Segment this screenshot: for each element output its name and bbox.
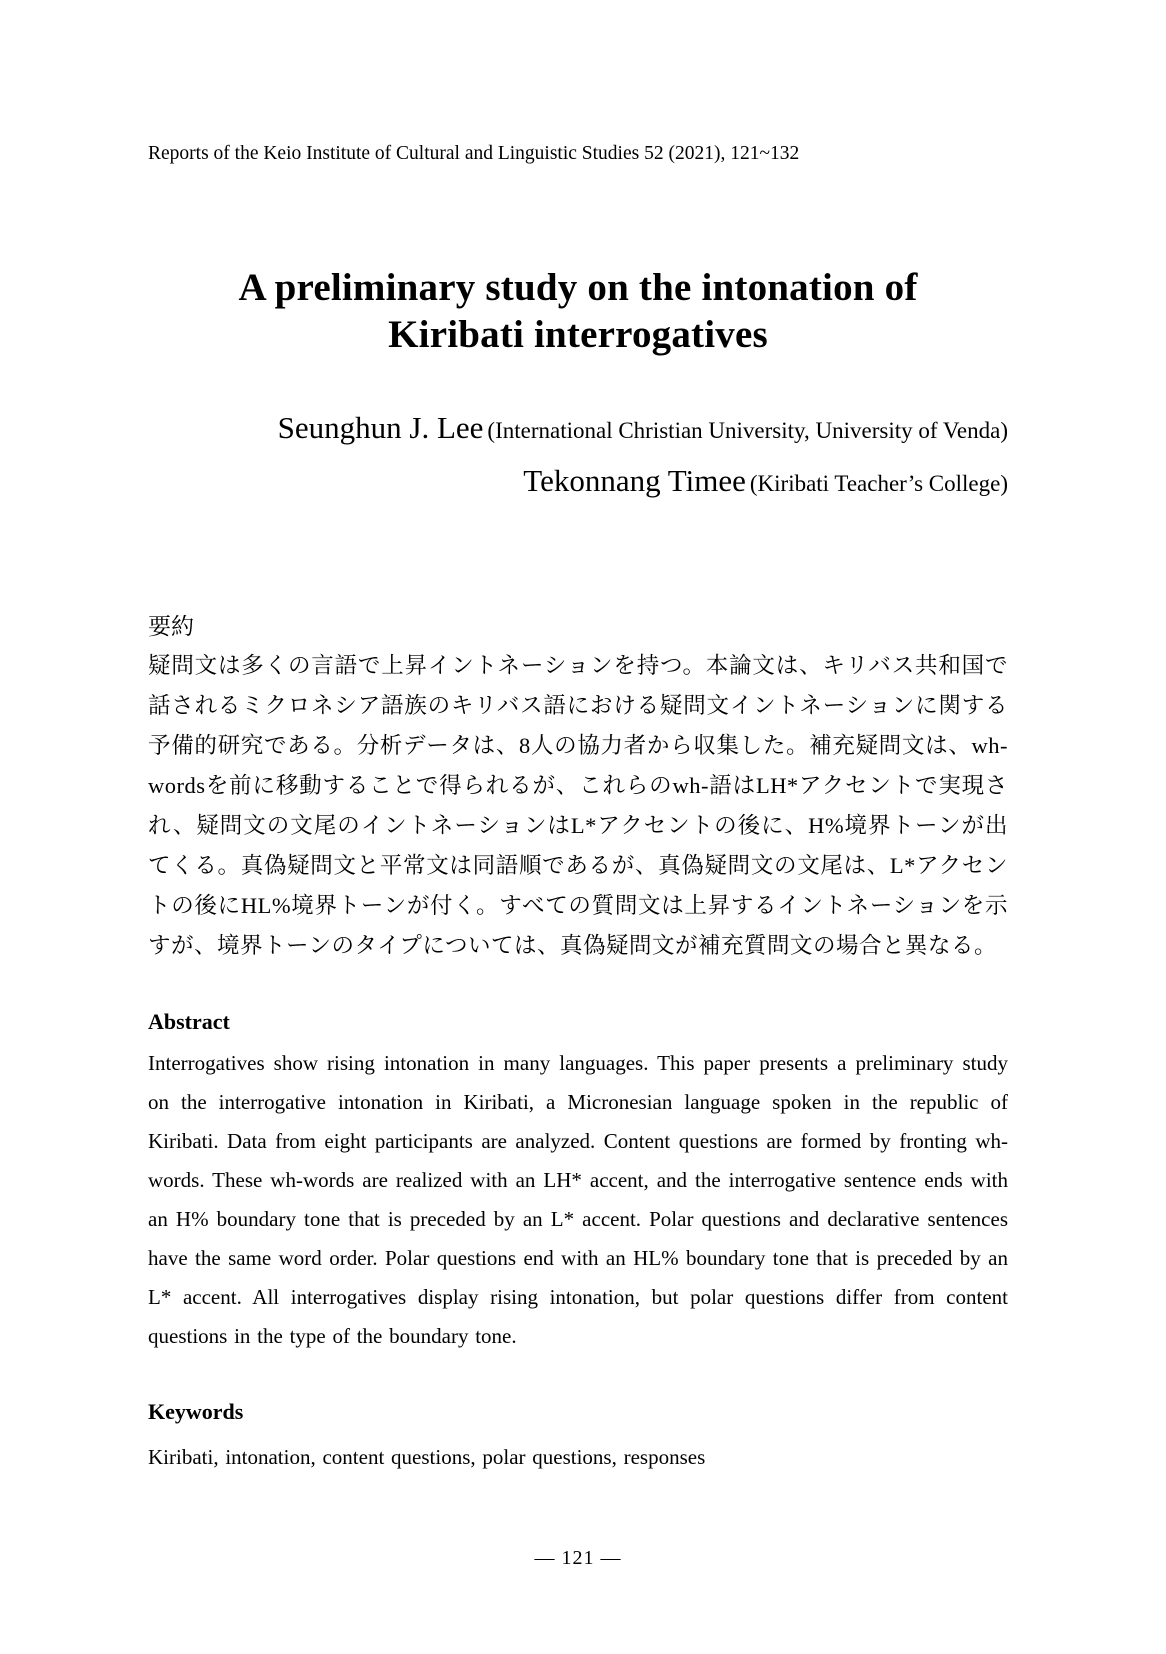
japanese-abstract-body: 疑問文は多くの言語で上昇イントネーションを持つ。本論文は、キリバス共和国で話されるミクロネシア語族のキリバス語における疑問文イントネーションに関する予備的研究である。分析データは、8人の協力者から収集した。補充疑問文は、wh-wordsを前に移動することで得られるが、これらのwh-語はLH*アクセントで実現され、疑問文の文尾のイントネーションはL*アクセントの後に、H%境界トーンが出てくる。真偽疑問文と平常文は同語順であるが、真偽疑問文の文尾は、L*アクセントの後にHL%境界トーンが付く。すべての質問文は上昇するイントネーションを示すが、境界トーンのタイプについては、真偽疑問文が補充質問文の場合と異なる。	[148, 653, 1008, 958]
paper-title-line-2: Kiribati interrogatives	[388, 313, 768, 356]
author-line-1	[148, 404, 1008, 457]
keywords-heading: Keywords	[148, 1399, 244, 1424]
abstract-body: Interrogatives show rising intonation in many languages. This paper presents a preliminary study on the interrogative intonation in Kiribati, a Micronesian language spoken in the republic of Kiribati. Data from eight participants are analyzed. Content questions are formed by fronting wh-words. These wh-words are realized with an LH* accent, and the interrogative sentence ends with an H% boundary tone that is preceded by an L* accent. Polar questions and declarative sentences have the same word order. Polar questions end with an HL% boundary tone that is preceded by an L* accent. All interrogatives display rising intonation, but polar questions differ from content questions in the type of the boundary tone.	[148, 1051, 1008, 1348]
page-number: — 121 —	[534, 1547, 622, 1569]
paper-title	[148, 264, 1008, 358]
paper-title-line-1: A preliminary study on the intonation of	[238, 266, 918, 309]
author-block	[148, 404, 1008, 510]
author-1-name: Seunghun J. Lee	[277, 410, 484, 445]
keywords-body: Kiribati, intonation, content questions, polar questions, responses	[148, 1445, 706, 1469]
author-2-affiliation: (Kiribati Teacher’s College)	[749, 471, 1008, 496]
author-1-affiliation: (International Christian University, University of Venda)	[487, 418, 1008, 443]
japanese-abstract-heading: 要約	[148, 614, 194, 639]
author-line-2	[148, 457, 1008, 510]
author-2-name: Tekonnang Timee	[523, 463, 746, 498]
abstract-heading: Abstract	[148, 1009, 230, 1034]
journal-header: Reports of the Keio Institute of Cultural and Linguistic Studies 52 (2021), 121~132	[148, 143, 800, 164]
